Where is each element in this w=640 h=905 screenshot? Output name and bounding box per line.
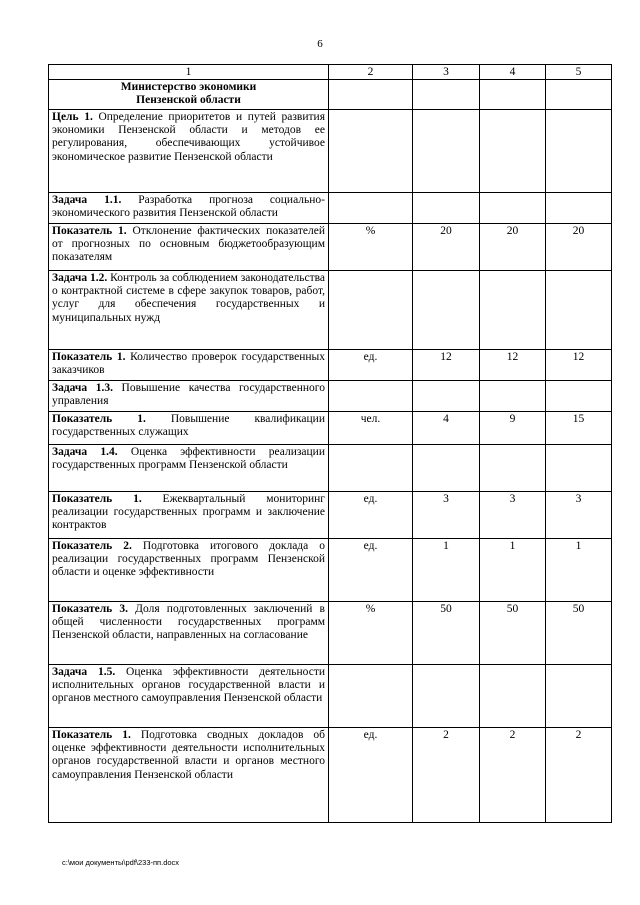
- unit-cell: ед.: [329, 350, 413, 381]
- row-label: Показатель 1.: [52, 351, 126, 363]
- value-cell: 50: [546, 602, 612, 665]
- row-label: Задача 1.5.: [52, 666, 116, 678]
- unit-cell: ед.: [329, 728, 413, 823]
- description-cell: [49, 602, 329, 665]
- table-row: [49, 381, 612, 412]
- value-cell: 20: [546, 224, 612, 271]
- table-row: [49, 110, 612, 193]
- column-header: 2: [329, 65, 413, 80]
- unit-cell: [329, 665, 413, 728]
- description-cell: [49, 224, 329, 271]
- row-label: Задача 1.2.: [52, 272, 108, 284]
- row-label: Показатель 1.: [52, 413, 146, 425]
- value-cell: [480, 193, 546, 224]
- value-cell: [546, 271, 612, 350]
- table-row: [49, 602, 612, 665]
- description-cell: [49, 412, 329, 445]
- value-cell: 1: [546, 539, 612, 602]
- table-row: [49, 271, 612, 350]
- row-label: Показатель 1.: [52, 225, 127, 237]
- empty-cell: [413, 80, 480, 110]
- value-cell: 50: [413, 602, 480, 665]
- table-row: [49, 412, 612, 445]
- footer-file-path: c:\мои документы\pdf\233-пп.docx: [62, 858, 180, 867]
- value-cell: [413, 193, 480, 224]
- value-cell: 2: [480, 728, 546, 823]
- row-text: Определение приоритетов и путей развития экономики Пензенской области и методов ее регулирования, обеспечивающих устойчивое экономическое развитие Пензенской области: [52, 111, 325, 163]
- description-cell: [49, 492, 329, 539]
- value-cell: 3: [546, 492, 612, 539]
- row-label: Показатель 1.: [52, 493, 142, 505]
- value-cell: 12: [546, 350, 612, 381]
- empty-cell: [329, 80, 413, 110]
- table-row: [49, 350, 612, 381]
- row-label: Цель 1.: [52, 111, 93, 123]
- description-cell: [49, 350, 329, 381]
- table-row: [49, 224, 612, 271]
- column-header: 3: [413, 65, 480, 80]
- row-text: Оценка эффективности реализации государственных программ Пензенской области: [52, 446, 325, 472]
- row-text: Количество проверок государственных заказчиков: [52, 351, 325, 377]
- value-cell: [546, 193, 612, 224]
- table-row: [49, 445, 612, 492]
- row-text: Оценка эффективности деятельности исполнительных органов государственной власти и органов местного самоуправления Пензенской области: [52, 666, 325, 705]
- description-cell: [49, 271, 329, 350]
- row-text: Ежеквартальный мониторинг реализации государственных программ и заключение контрактов: [52, 493, 325, 532]
- unit-cell: [329, 193, 413, 224]
- row-label: Показатель 3.: [52, 603, 129, 615]
- value-cell: [546, 381, 612, 412]
- value-cell: [480, 665, 546, 728]
- unit-cell: чел.: [329, 412, 413, 445]
- unit-cell: [329, 381, 413, 412]
- unit-cell: [329, 271, 413, 350]
- row-text: Контроль за соблюдением законодательства о контрактной системе в сфере закупок товаров, работ, услуг для обеспечения государственных и муниципальных нужд: [52, 272, 326, 324]
- value-cell: 50: [480, 602, 546, 665]
- value-cell: [480, 381, 546, 412]
- value-cell: [480, 110, 546, 193]
- row-label: Показатель 1.: [52, 729, 131, 741]
- table-row: [49, 665, 612, 728]
- row-label: Задача 1.4.: [52, 446, 118, 458]
- description-cell: [49, 445, 329, 492]
- empty-cell: [480, 80, 546, 110]
- value-cell: [546, 665, 612, 728]
- value-cell: [480, 271, 546, 350]
- unit-cell: [329, 110, 413, 193]
- table-row: [49, 728, 612, 823]
- description-cell: [49, 665, 329, 728]
- value-cell: 9: [480, 412, 546, 445]
- unit-cell: %: [329, 224, 413, 271]
- table-row: [49, 193, 612, 224]
- value-cell: [546, 110, 612, 193]
- ministry-cell: [49, 80, 329, 110]
- unit-cell: [329, 445, 413, 492]
- value-cell: [413, 381, 480, 412]
- value-cell: [546, 445, 612, 492]
- column-header: 5: [546, 65, 612, 80]
- column-number-row: [49, 65, 612, 80]
- unit-cell: ед.: [329, 539, 413, 602]
- indicators-table: [48, 64, 612, 823]
- table-row: [49, 492, 612, 539]
- value-cell: 20: [413, 224, 480, 271]
- description-cell: [49, 728, 329, 823]
- description-cell: [49, 539, 329, 602]
- column-header: 4: [480, 65, 546, 80]
- value-cell: 3: [480, 492, 546, 539]
- row-text: Повышение качества государственного управления: [52, 382, 325, 408]
- value-cell: 4: [413, 412, 480, 445]
- value-cell: 3: [413, 492, 480, 539]
- value-cell: 15: [546, 412, 612, 445]
- empty-cell: [546, 80, 612, 110]
- row-label: Задача 1.3.: [52, 382, 113, 394]
- value-cell: 12: [413, 350, 480, 381]
- column-header: 1: [49, 65, 329, 80]
- value-cell: 2: [413, 728, 480, 823]
- ministry-name-line: Пензенской области: [136, 94, 241, 107]
- ministry-name-line: Министерство экономики: [120, 81, 257, 93]
- description-cell: [49, 193, 329, 224]
- row-text: Отклонение фактических показателей от прогнозных по основным бюджетообразующим показателям: [52, 225, 325, 264]
- row-text: Разработка прогноза социально-экономического развития Пензенской области: [52, 194, 325, 220]
- value-cell: [413, 110, 480, 193]
- ministry-row: [49, 80, 612, 110]
- page-number: 6: [317, 38, 323, 50]
- value-cell: [413, 665, 480, 728]
- value-cell: [413, 271, 480, 350]
- row-label: Задача 1.1.: [52, 194, 122, 206]
- value-cell: [480, 445, 546, 492]
- row-label: Показатель 2.: [52, 540, 132, 552]
- description-cell: [49, 110, 329, 193]
- row-text: Повышение квалификации государственных служащих: [52, 413, 325, 439]
- description-cell: [49, 381, 329, 412]
- value-cell: 1: [413, 539, 480, 602]
- table-row: [49, 539, 612, 602]
- row-text: Подготовка сводных докладов об оценке эффективности деятельности исполнительных органов государственной власти и органов местного самоуправления Пензенской области: [52, 729, 325, 781]
- value-cell: 2: [546, 728, 612, 823]
- unit-cell: ед.: [329, 492, 413, 539]
- value-cell: 1: [480, 539, 546, 602]
- row-text: Подготовка итогового доклада о реализации государственных программ Пензенской области и оценке эффективности: [52, 540, 325, 579]
- value-cell: 20: [480, 224, 546, 271]
- value-cell: [413, 445, 480, 492]
- value-cell: 12: [480, 350, 546, 381]
- row-text: Доля подготовленных заключений в общей численности государственных программ Пензенской области, направленных на согласование: [52, 603, 325, 642]
- unit-cell: %: [329, 602, 413, 665]
